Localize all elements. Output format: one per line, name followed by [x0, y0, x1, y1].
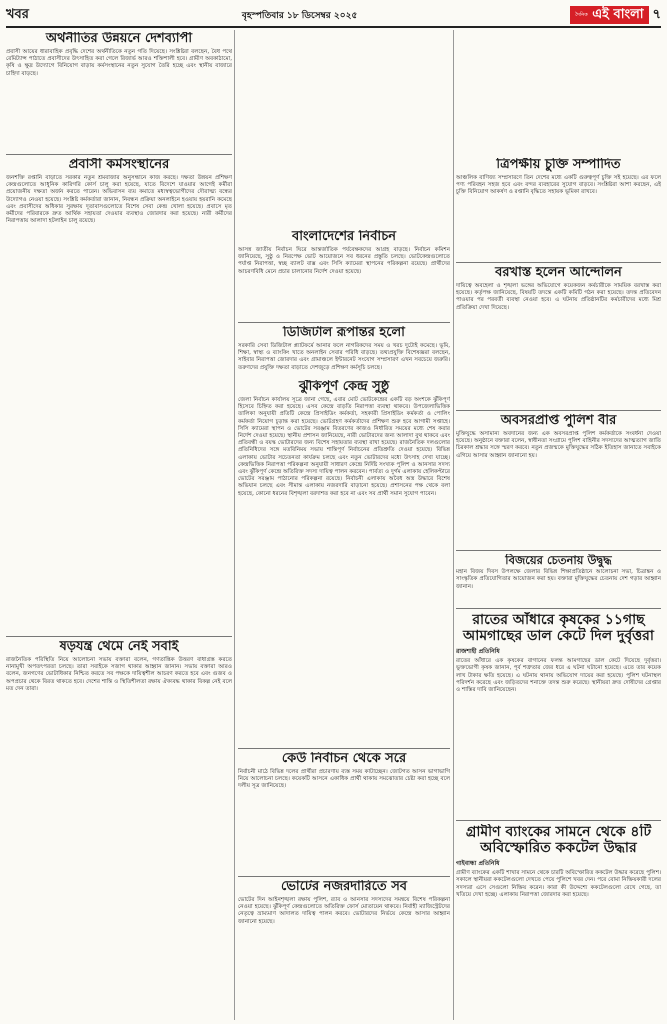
article — [456, 824, 661, 1018]
article — [238, 230, 450, 320]
divider — [238, 322, 450, 323]
headline: গ্রামীণ ব্যাংকের সামনে থেকে ৪টি অবিস্ফোরিত ককটেল উদ্ধার — [465, 824, 652, 857]
headline: ভোটের নজরদারিতে সব — [280, 880, 408, 894]
logo-small: দৈনিক — [575, 12, 588, 18]
page-header — [6, 4, 661, 28]
headline: অবসরপ্রাপ্ত পুলিশ বীর — [500, 414, 617, 428]
article — [456, 612, 661, 812]
column-divider — [234, 30, 235, 1020]
headline: বাংলাদেশের নির্বাচন — [292, 230, 396, 244]
article-body: গ্রামীণ ব্যাংকের একটি শাখার সামনে থেকে চারটি অবিস্ফোরিত ককটেল উদ্ধার করেছে পুলিশ। সকালে স্থানীয়রা ককটেলগুলো দেখতে পেয়ে পুলিশে খবর দেন। পরে বোমা নিষ্ক্রিয়কারী দলের সদস্যরা এসে সেগুলো নিষ্ক্রিয় করেন। কারা কী উদ্দেশ্যে ককটেলগুলো রেখে গেছে, তা খতিয়ে দেখা হচ্ছে। এলাকায় নিরাপত্তা জোরদার করা হয়েছে। — [456, 870, 661, 898]
article — [6, 32, 232, 152]
article — [6, 158, 232, 628]
headline: প্রবাসী কর্মসংস্থানের — [68, 158, 170, 172]
column-right — [456, 30, 661, 1020]
article-body: আঞ্চলিক বাণিজ্য সম্প্রসারণে তিন দেশের মধ্যে একটি গুরুত্বপূর্ণ চুক্তি সই হয়েছে। এর ফলে পণ্য পরিবহন সহজ হবে এবং বন্দর ব্যবহারের সুযোগ বাড়বে। সংশ্লিষ্টরা আশা করছেন, এই চুক্তি বিনিয়োগ আকর্ষণ ও রপ্তানি বৃদ্ধিতে সহায়ক ভূমিকা রাখবে। — [456, 174, 661, 196]
logo-text: এই বাংলা — [592, 7, 644, 22]
dateline: রাজশাহী প্রতিনিধি — [456, 648, 500, 656]
article-body: জনশক্তি রপ্তানি বাড়াতে সরকার নতুন শ্রমবাজার অনুসন্ধানে কাজ করছে। দক্ষতা উন্নয়ন প্রশিক্ষণ কেন্দ্রগুলোতে আধুনিক কারিগরি কোর্স চালু করা হয়েছে, যাতে বিদেশে যাওয়ার আগেই কর্মীরা প্রয়োজনীয় দক্ষতা অর্জন করতে পারেন। অভিবাসন ব্যয় কমাতে মধ্যস্বত্বভোগীদের দৌরাত্ম্য বন্ধের উদ্যোগও নেওয়া হয়েছে। সংশ্লিষ্ট কর্মকর্তারা জানান, নিবন্ধন প্রক্রিয়া অনলাইনে হওয়ায় হয়রানি কমেছে এবং প্রবাসীদের অধিকার সুরক্ষায় দূতাবাসগুলোতে বিশেষ সেবা কেন্দ্র খোলা হয়েছে। প্রবাসে মৃত কর্মীদের পরিবারকে দ্রুত আর্থিক সহায়তা দেওয়ার ব্যবস্থাও জোরদার করা হয়েছে। নারী কর্মীদের নিরাপত্তায় আলাদা হটলাইন চালু রয়েছে। — [6, 174, 232, 225]
divider — [238, 876, 450, 877]
article-body: জেলা নির্বাচন কার্যালয় সূত্রে জানা গেছে, এবার মোট ভোটকেন্দ্রের একটি বড় অংশকে ঝুঁকিপূর্ণ হিসেবে চিহ্নিত করা হয়েছে। এসব কেন্দ্রে বাড়তি নিরাপত্তা ব্যবস্থা থাকবে। উপজেলাভিত্তিক তালিকা অনুযায়ী প্রতিটি কেন্দ্রে প্রিসাইডিং কর্মকর্তা, সহকারী প্রিসাইডিং কর্মকর্তা ও পোলিং কর্মকর্তা নিয়োগ চূড়ান্ত করা হয়েছে। ভোটগ্রহণ কর্মকর্তাদের প্রশিক্ষণ শুরু হবে আগামী সপ্তাহে। সিসি ক্যামেরা স্থাপন ও ভোটের সরঞ্জাম বিতরণের কাজও নির্ধারিত সময়ের মধ্যে শেষ করার নির্দেশ দেওয়া হয়েছে। স্থানীয় প্রশাসন জানিয়েছে, নারী ভোটারদের জন্য আলাদা বুথ থাকবে এবং প্রতিবন্ধী ও বয়স্ক ভোটারদের জন্য বিশেষ সহায়তার ব্যবস্থা রাখা হয়েছে। রাজনৈতিক দলগুলোর প্রতিনিধিদের সঙ্গে মতবিনিময় সভায় শান্তিপূর্ণ নির্বাচনের প্রতিশ্রুতি দেওয়া হয়েছে। বিভিন্ন এলাকায় ভোটার সচেতনতা কার্যক্রম চলছে এবং নতুন ভোটারদের মধ্যে উৎসাহ দেখা যাচ্ছে। কেন্দ্রভিত্তিক নিরাপত্তা পরিকল্পনা অনুযায়ী সাধারণ কেন্দ্রে নির্দিষ্ট সংখ্যক পুলিশ ও আনসার সদস্য এবং ঝুঁকিপূর্ণ কেন্দ্রে অতিরিক্ত সদস্য দায়িত্ব পালন করবেন। পার্বত্য ও দুর্গম এলাকায় হেলিকপ্টারে ভোটের সরঞ্জাম পাঠানোর পরিকল্পনা রয়েছে। নির্বাচনী এলাকায় অবৈধ অস্ত্র উদ্ধারে বিশেষ অভিযান চলছে এবং সীমান্ত এলাকায় নজরদারি বাড়ানো হয়েছে। প্রশাসনের পক্ষ থেকে বলা হয়েছে, কোনো ধরনের বিশৃঙ্খলা বরদাশত করা হবে না এবং সব প্রার্থী সমান সুযোগ পাবেন। — [238, 396, 450, 497]
column-divider — [453, 30, 454, 1020]
article — [456, 414, 661, 534]
divider — [456, 550, 661, 551]
article-body: মুক্তিযুদ্ধে অসামান্য অবদানের জন্য এক অবসরপ্রাপ্ত পুলিশ কর্মকর্তাকে সংবর্ধনা দেওয়া হয়েছে। অনুষ্ঠানে বক্তারা বলেন, স্বাধীনতা সংগ্রামে পুলিশ বাহিনীর সদস্যদের আত্মত্যাগ জাতি চিরকাল শ্রদ্ধার সঙ্গে স্মরণ করবে। নতুন প্রজন্মকে মুক্তিযুদ্ধের সঠিক ইতিহাস জানাতে সবাইকে এগিয়ে আসার আহ্বান জানানো হয়। — [456, 430, 661, 459]
divider — [238, 748, 450, 749]
column-left — [6, 30, 232, 1020]
article-body: নির্বাচনী মাঠে বিভিন্ন দলের প্রার্থীরা প্রচারণায় ব্যস্ত সময় কাটাচ্ছেন। জোটগত আসন ভাগাভাগি নিয়ে আলোচনা চলছে। কয়েকটি আসনে একাধিক প্রার্থী থাকায় সমঝোতার চেষ্টা করা হচ্ছে বলে দলীয় সূত্র জানিয়েছে। — [238, 768, 450, 790]
article-wrap — [238, 380, 450, 710]
dateline: গাইবান্ধা প্রতিনিধি — [456, 860, 500, 868]
article-body: দায়িত্বে অবহেলা ও শৃঙ্খলা ভঙ্গের অভিযোগে কয়েকজন কর্মচারীকে সাময়িক বরখাস্ত করা হয়েছে। কর্তৃপক্ষ জানিয়েছে, বিষয়টি তদন্তে একটি কমিটি গঠন করা হয়েছে। তদন্ত প্রতিবেদন পাওয়ার পর পরবর্তী ব্যবস্থা নেওয়া হবে। এ ঘটনায় প্রতিষ্ঠানটির কর্মচারীদের মধ্যে মিশ্র প্রতিক্রিয়া দেখা দিয়েছে। — [456, 282, 661, 311]
section-name: খবর — [6, 6, 29, 22]
article — [456, 158, 661, 258]
headline: ঝুঁকিপূর্ণ কেন্দ্র সুষ্ঠু — [298, 380, 390, 394]
article-body: ভোটের দিন আইনশৃঙ্খলা রক্ষায় পুলিশ, র‍্যাব ও আনসার সদস্যদের সমন্বয়ে বিশেষ পরিকল্পনা নেওয়া হয়েছে। ঝুঁকিপূর্ণ কেন্দ্রগুলোতে অতিরিক্ত ফোর্স মোতায়েন থাকবে। নির্বাহী ম্যাজিস্ট্রেটদের নেতৃত্বে ভ্রাম্যমাণ আদালত দায়িত্ব পালন করবে। ভোটারদের নির্ভয়ে কেন্দ্রে আসার আহ্বান জানানো হয়েছে। — [238, 896, 450, 925]
article — [238, 752, 450, 872]
article-body: মহান বিজয় দিবস উপলক্ষে জেলার বিভিন্ন শিক্ষাপ্রতিষ্ঠানে আলোচনা সভা, চিত্রাঙ্কন ও সাংস্কৃতিক প্রতিযোগিতার আয়োজন করা হয়। বক্তারা মুক্তিযুদ্ধের চেতনায় দেশ গড়ার আহ্বান জানান। — [456, 569, 661, 590]
page-number: ৭ — [652, 6, 661, 22]
article — [456, 266, 661, 366]
headline: বরখাস্ত হলেন আন্দোলন — [495, 266, 622, 280]
article-body: আসন্ন জাতীয় নির্বাচন ঘিরে আন্তর্জাতিক পর্যবেক্ষকদের আগ্রহ বাড়ছে। নির্বাচন কমিশন জানিয়েছে, সুষ্ঠু ও নিরপেক্ষ ভোট আয়োজনে সব ধরনের প্রস্তুতি চলছে। ভোটকেন্দ্রগুলোতে পর্যাপ্ত নিরাপত্তা, স্বচ্ছ ব্যালট বাক্স এবং সিসি ক্যামেরা স্থাপনের পরিকল্পনা রয়েছে। প্রার্থীদের আচরণবিধি মেনে প্রচার চালানোর নির্দেশ দেওয়া হয়েছে। — [238, 246, 450, 275]
article — [238, 880, 450, 1018]
headline: ষড়যন্ত্র থেমে নেই সবাই — [59, 640, 179, 654]
article-body: প্রবাসী আয়ের ধারাবাহিক প্রবৃদ্ধি দেশের অর্থনীতিকে নতুন গতি দিয়েছে। সংশ্লিষ্টরা বলছেন, বৈধ পথে রেমিট্যান্স পাঠাতে প্রবাসীদের উৎসাহিত করা গেলে রিজার্ভ আরও শক্তিশালী হবে। গ্রামীণ অবকাঠামো, কৃষি ও ক্ষুদ্র উদ্যোগে বিনিয়োগ বাড়ায় কর্মসংস্থানের নতুন সুযোগ তৈরি হচ্ছে এবং স্থানীয় বাজারে চাহিদা বাড়ছে। — [6, 48, 232, 77]
headline: অর্থনীতির উন্নয়নে দেশব্যাপী — [45, 32, 193, 46]
headline: ত্রিপক্ষীয় চুক্তি সম্পাদিত — [496, 158, 621, 172]
masthead — [570, 5, 661, 26]
article — [238, 380, 450, 710]
headline: বিজয়ের চেতনায় উদ্বুদ্ধ — [505, 554, 612, 567]
article-body: রাজনৈতিক পরিস্থিতি নিয়ে আলোচনা সভায় বক্তারা বলেন, গণতান্ত্রিক উত্তরণ বাধাগ্রস্ত করতে নানামুখী অপতৎপরতা চলছে। তারা সবাইকে সজাগ থাকার আহ্বান জানান। সভায় বক্তারা আরও বলেন, জনগণের ভোটাধিকার নিশ্চিত করতে সব পক্ষকে দায়িত্বশীল আচরণ করতে হবে এবং গুজব ও অপপ্রচার থেকে বিরত থাকতে হবে। দেশের শান্তি ও স্থিতিশীলতা রক্ষায় ঐক্যবদ্ধ থাকার বিকল্প নেই বলে মত দেন তারা। — [6, 656, 232, 692]
headline: রাতের আঁধারে কৃষকের ১১গাছ আমগাছের ডাল কেটে দিল দুর্বৃত্তরা — [463, 612, 654, 645]
article — [456, 554, 661, 604]
article-body: সরকারি সেবা ডিজিটাল প্ল্যাটফর্মে আনার ফলে নাগরিকদের সময় ও খরচ দুটোই কমেছে। ভূমি, শিক্ষা, স্বাস্থ্য ও ব্যাংকিং খাতে অনলাইন সেবার পরিধি বাড়ছে। তথ্যপ্রযুক্তি বিশেষজ্ঞরা বলছেন, সাইবার নিরাপত্তা জোরদার এবং গ্রামাঞ্চলে ইন্টারনেট সংযোগ সম্প্রসারণ এখন সবচেয়ে জরুরি। তরুণদের প্রযুক্তি দক্ষতা বাড়াতে দেশজুড়ে প্রশিক্ষণ কর্মসূচি চলছে। — [238, 342, 450, 371]
divider — [6, 154, 232, 155]
issue-date: বৃহস্পতিবার ১৮ ডিসেম্বর ২০২৫ — [241, 10, 358, 21]
article — [6, 640, 232, 1018]
headline: ডিজিটাল রূপান্তর হলো — [283, 326, 405, 340]
divider — [6, 636, 232, 637]
article-body: রাতের আঁধারে এক কৃষকের বাগানের ফলন্ত আমগাছের ডাল কেটে দিয়েছে দুর্বৃত্তরা। ভুক্তভোগী কৃষক জানান, পূর্ব শত্রুতার জের ধরে এ ঘটনা ঘটানো হয়েছে। এতে তার কয়েক লাখ টাকার ক্ষতি হয়েছে। এ ঘটনায় থানায় অভিযোগ দায়ের করা হয়েছে। পুলিশ ঘটনাস্থল পরিদর্শন করেছে এবং জড়িতদের শনাক্তে তদন্ত শুরু করেছে। স্থানীয়রা দ্রুত দোষীদের গ্রেপ্তার ও শাস্তির দাবি জানিয়েছেন। — [456, 658, 661, 693]
headline: কেউ নির্বাচন থেকে সরে — [281, 752, 407, 766]
divider — [456, 820, 661, 821]
divider — [456, 608, 661, 609]
divider — [456, 262, 661, 263]
divider — [456, 410, 661, 411]
newspaper-logo — [570, 6, 648, 24]
